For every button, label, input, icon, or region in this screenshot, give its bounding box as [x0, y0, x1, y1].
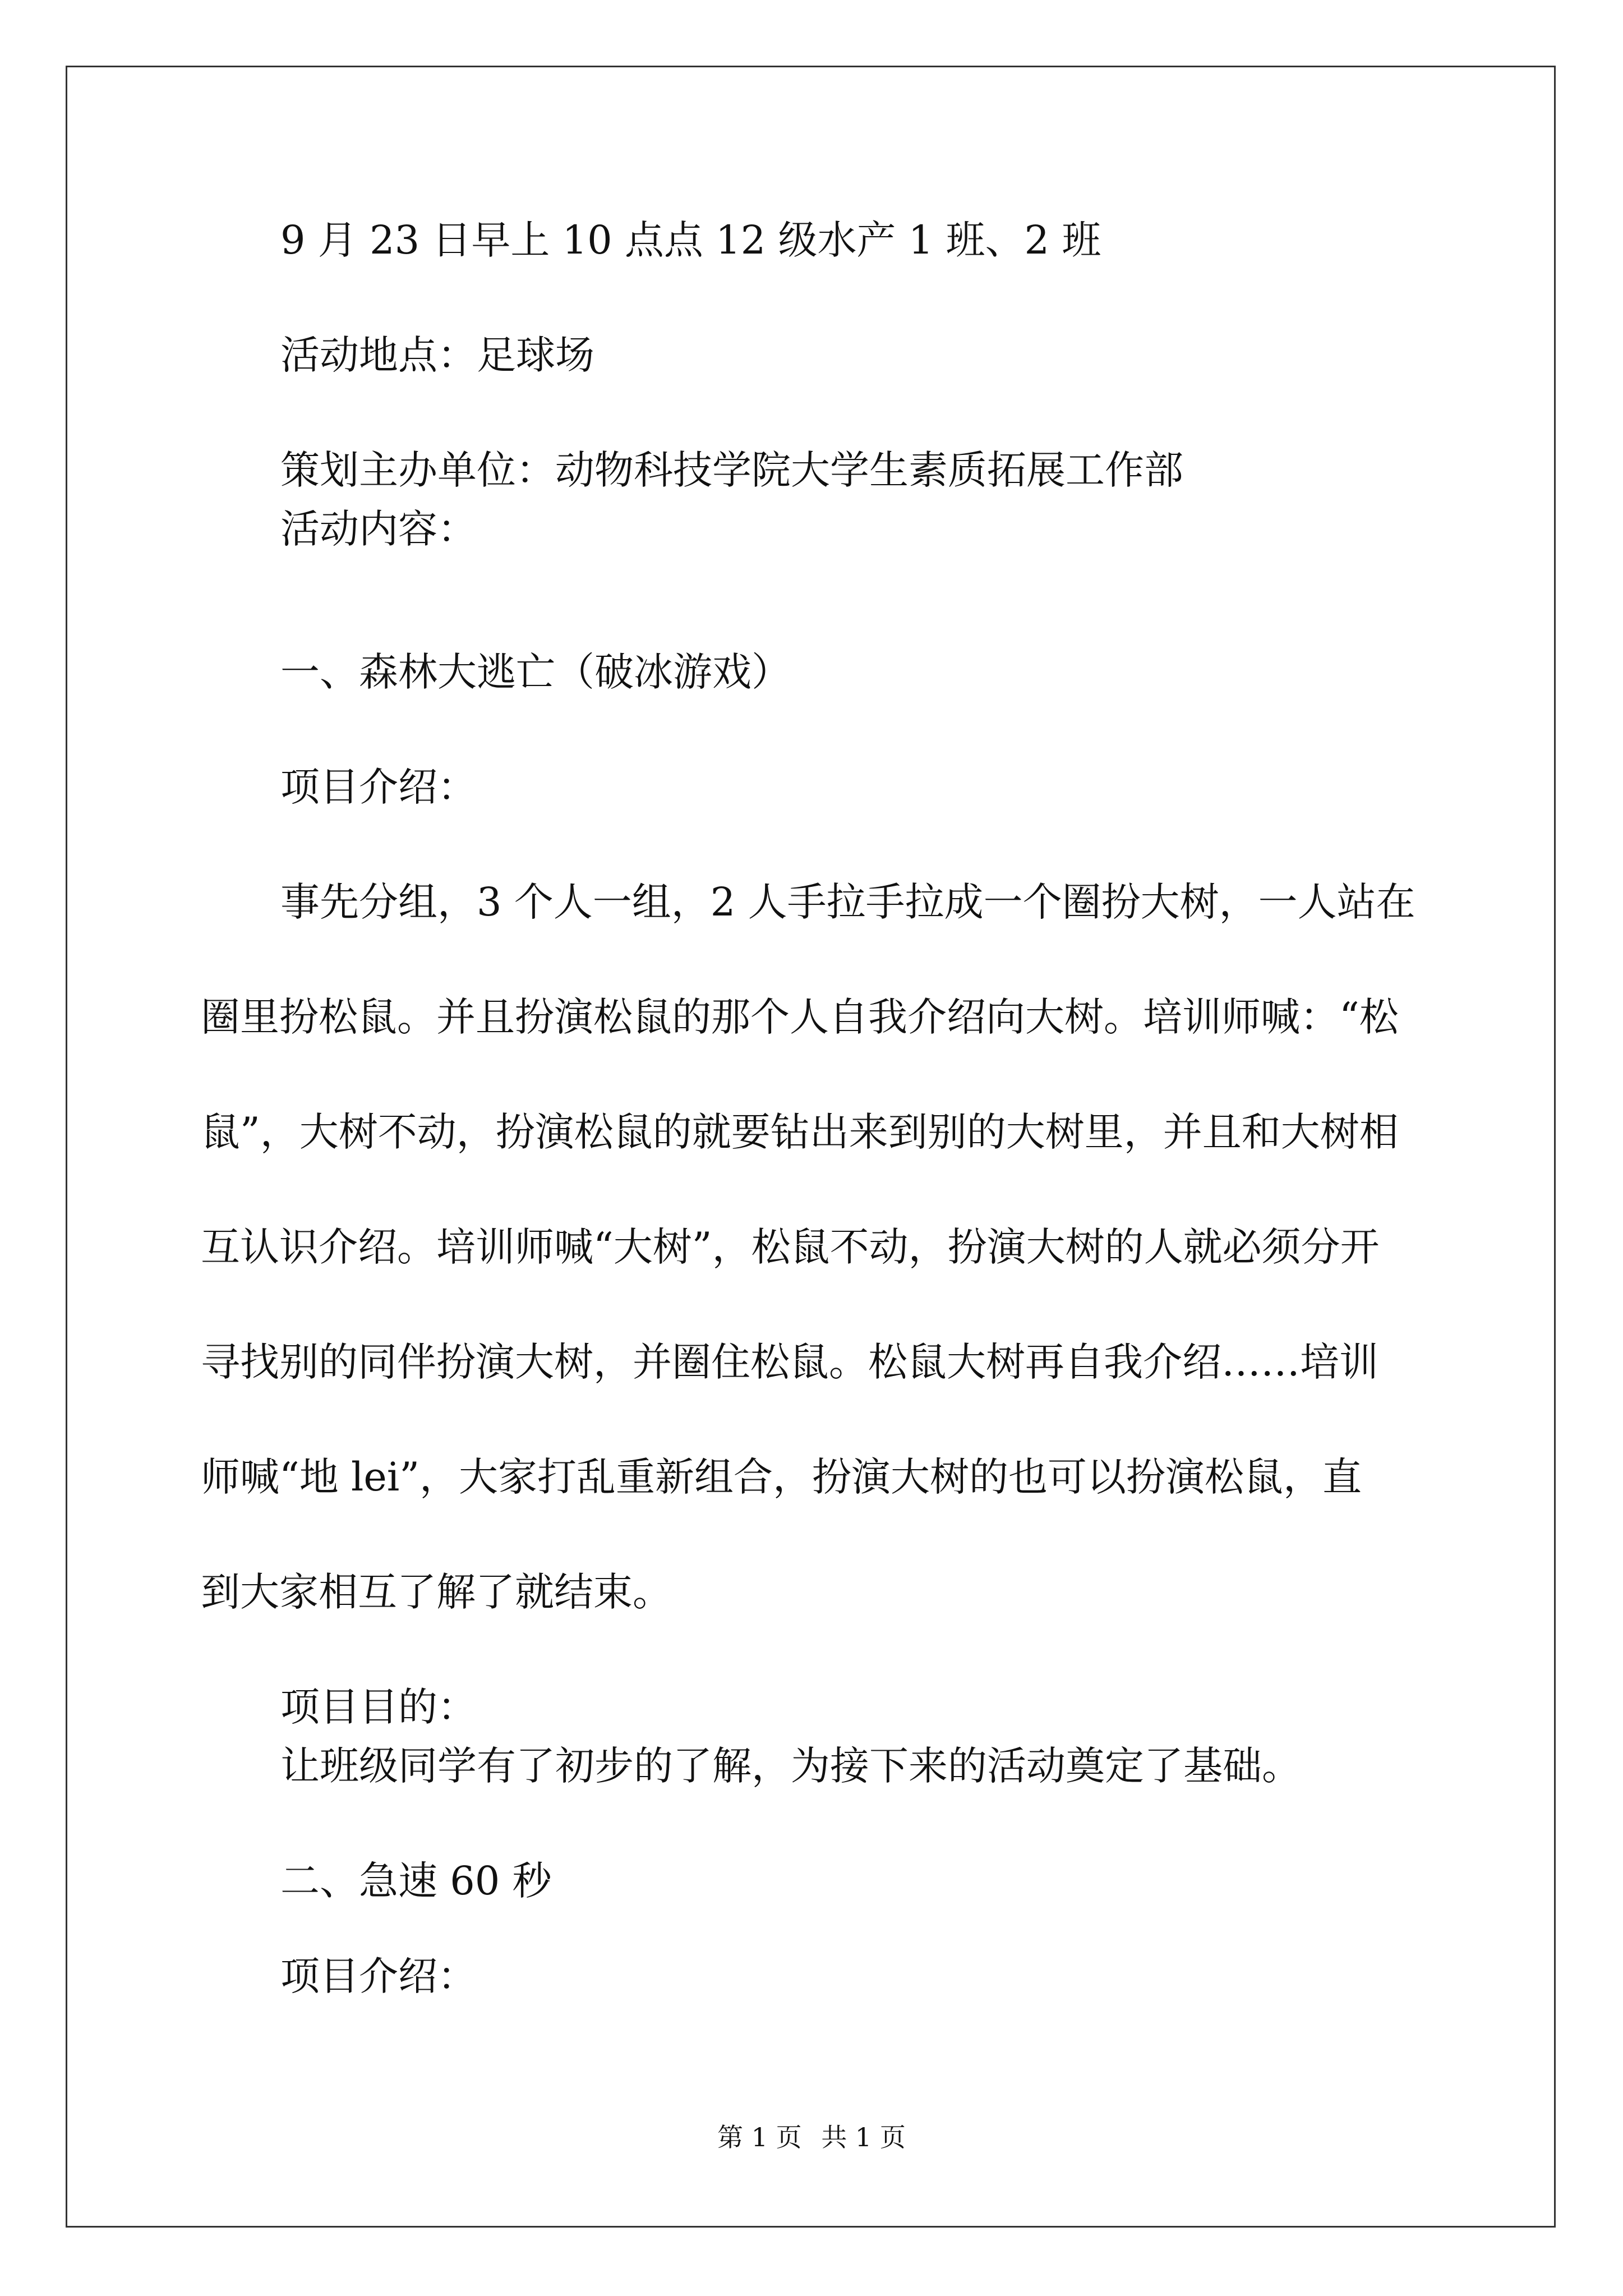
organizer-line: 策划主办单位：动物科技学院大学生素质拓展工作部 [280, 447, 1183, 493]
event-time-line: 9 月 23 日早上 10 点点 12 级水产 1 班、2 班 [280, 217, 1101, 263]
paragraph-line-7: 到大家相互了解了就结束。 [201, 1569, 672, 1615]
section-two-heading: 二、急速 60 秒 [280, 1858, 552, 1904]
page-total: 共 1 页 [821, 2122, 906, 2152]
section-one-heading: 一、森林大逃亡（破冰游戏） [280, 649, 791, 695]
project-purpose-label: 项目目的： [280, 1684, 477, 1730]
paragraph-line-2: 圈里扮松鼠。并且扮演松鼠的那个人自我介绍向大树。培训师喊：“松 [201, 994, 1399, 1040]
paragraph-line-6: 师喊“地 lei”，大家打乱重新组合，扮演大树的也可以扮演松鼠，直 [201, 1454, 1362, 1500]
project-intro-label-2: 项目介绍： [280, 1953, 477, 1999]
paragraph-line-3: 鼠”，大树不动，扮演松鼠的就要钻出来到别的大树里，并且和大树相 [201, 1109, 1399, 1155]
page-number: 第 1 页 [717, 2122, 802, 2152]
event-location-line: 活动地点：足球场 [280, 332, 594, 378]
activity-content-heading: 活动内容： [280, 506, 477, 552]
paragraph-line-4: 互认识介绍。培训师喊“大树”，松鼠不动，扮演大树的人就必须分开 [201, 1224, 1380, 1270]
project-purpose-text: 让班级同学有了初步的了解，为接下来的活动奠定了基础。 [280, 1743, 1301, 1789]
page-footer [0, 2120, 1623, 2154]
paragraph-line-5: 寻找别的同伴扮演大树，并圈住松鼠。松鼠大树再自我介绍……培训 [201, 1339, 1378, 1385]
paragraph-line-1: 事先分组，3 个人一组，2 人手拉手拉成一个圈扮大树，一人站在 [280, 879, 1415, 925]
project-intro-label-1: 项目介绍： [280, 764, 477, 810]
